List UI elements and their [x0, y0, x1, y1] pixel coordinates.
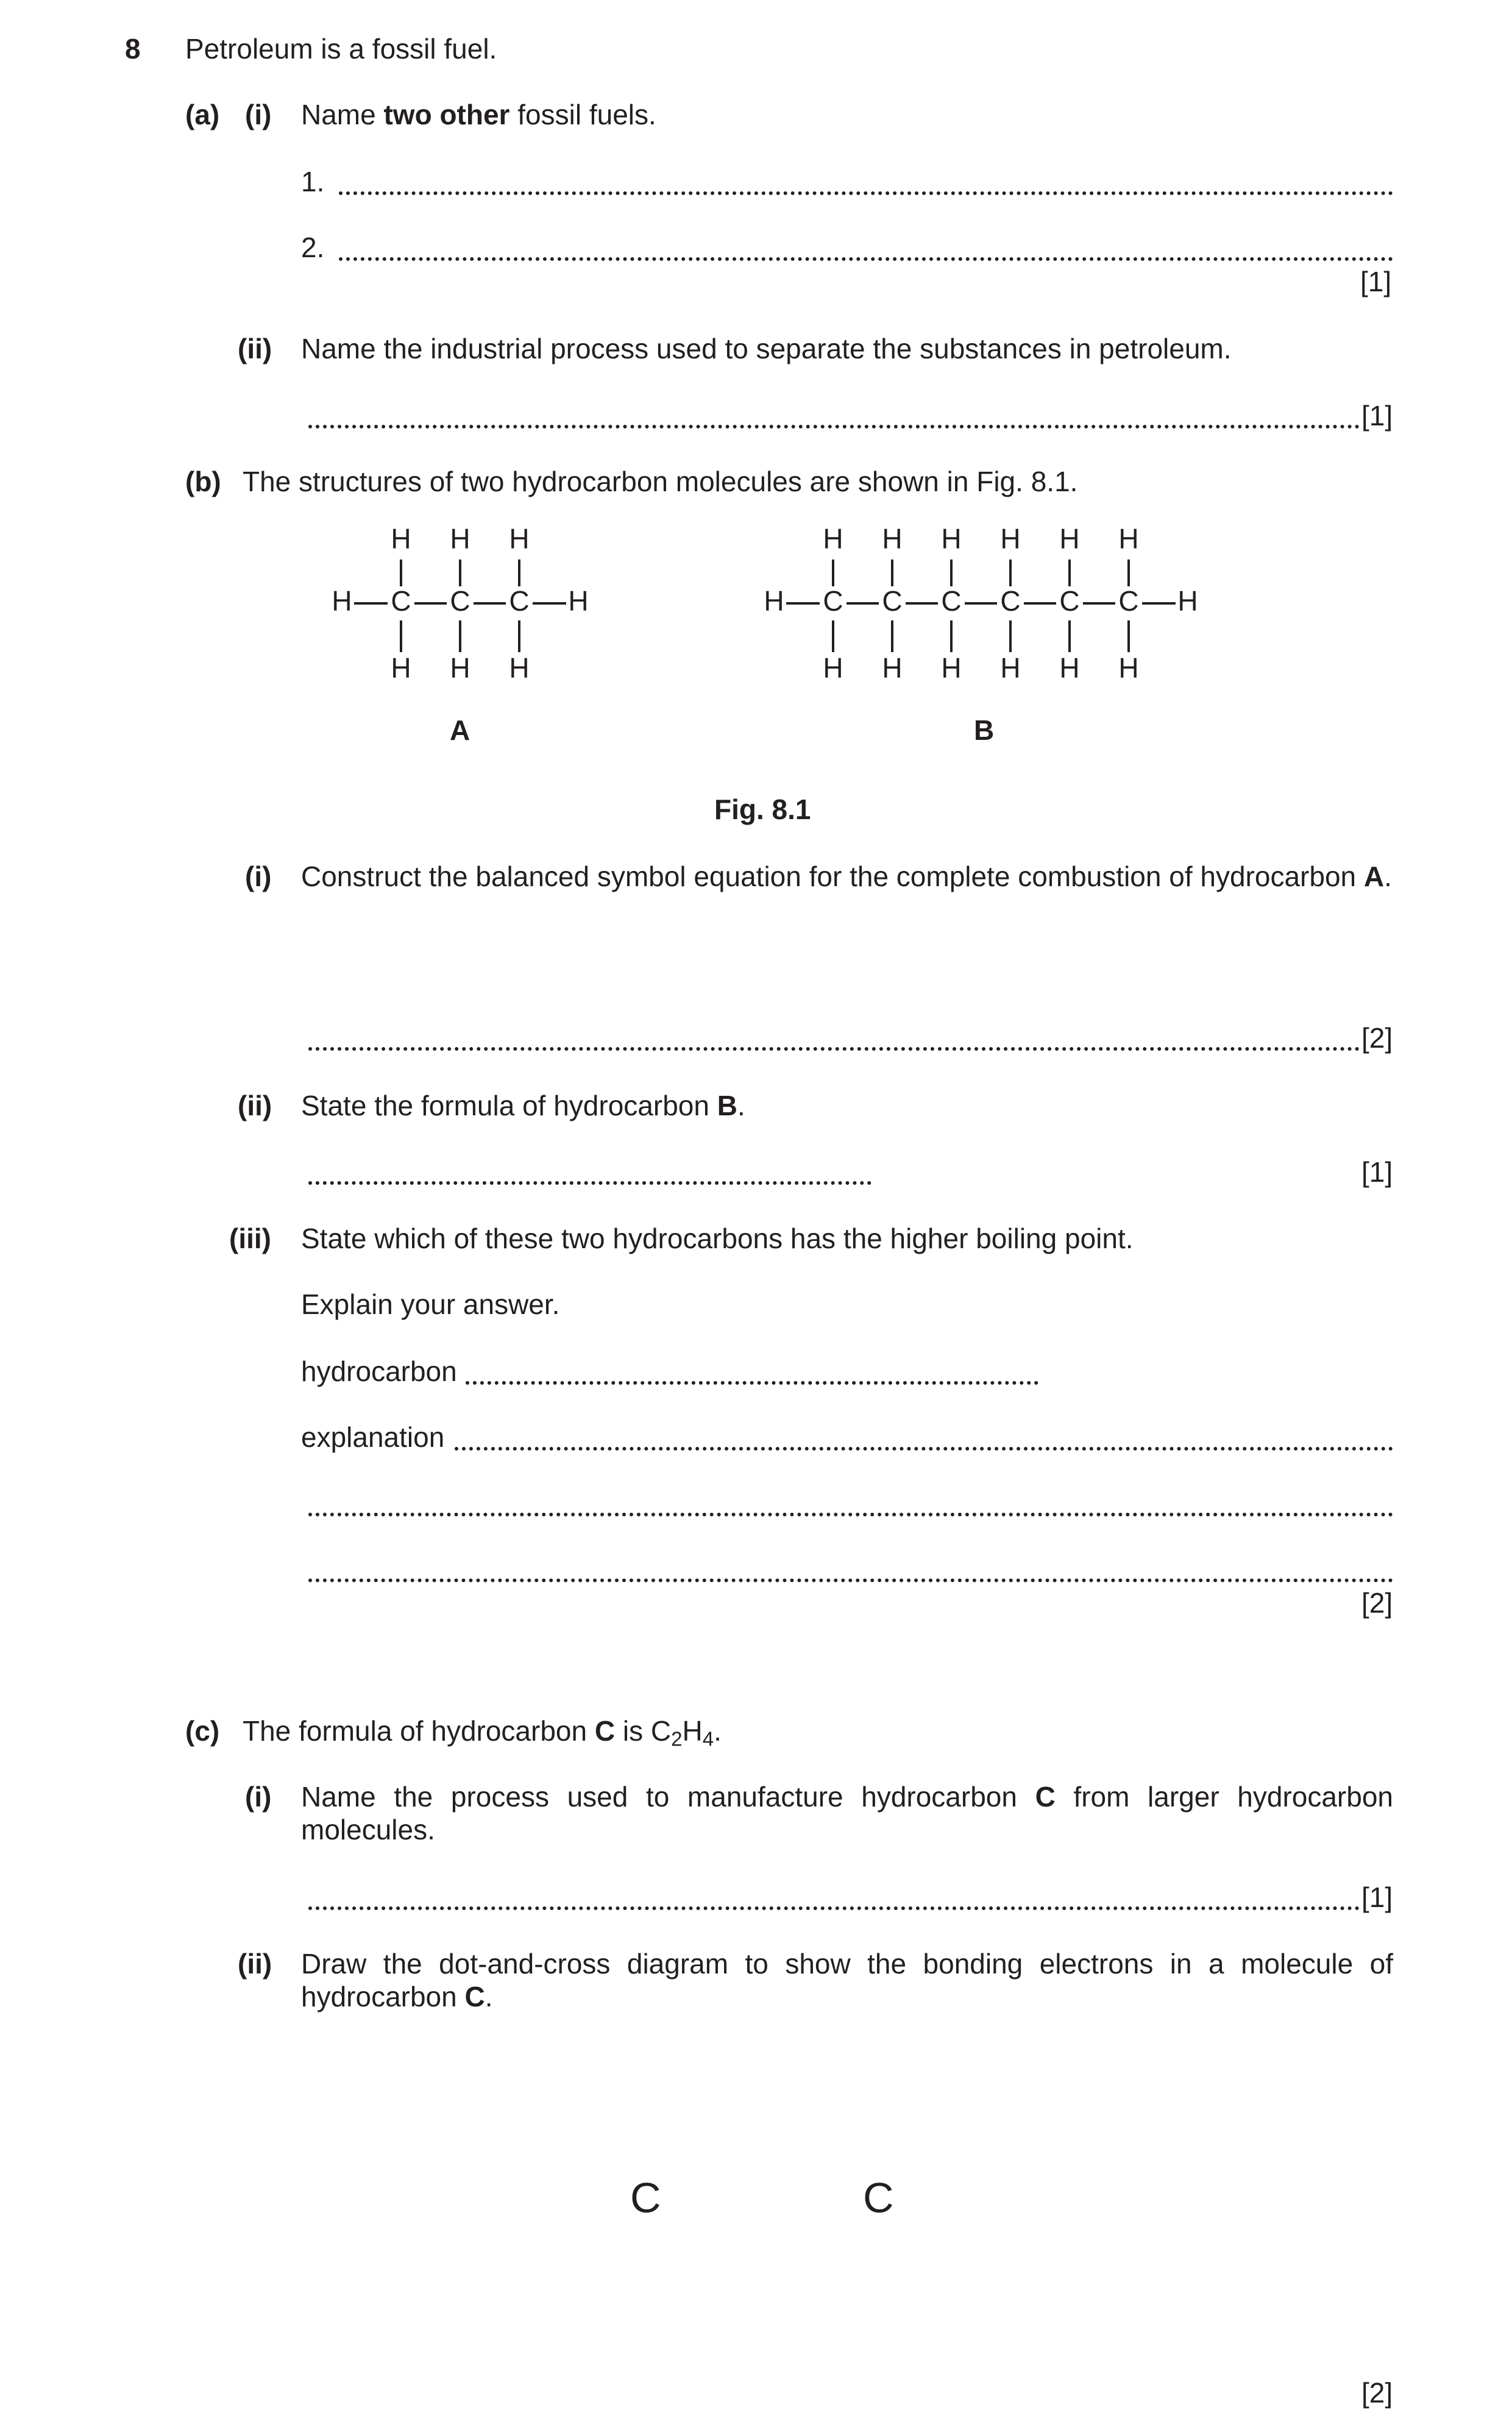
part-b-ii-question: State the formula of hydrocarbon B.	[301, 1090, 745, 1121]
hydrogen-atom: H	[941, 652, 962, 684]
part-a-i-question: Name two other fossil fuels.	[301, 99, 656, 130]
carbon-atom: C	[823, 585, 843, 617]
molecule-b-structure	[764, 523, 1198, 684]
hydrogen-atom: H	[882, 523, 903, 555]
hydrogen-atom: H	[823, 523, 843, 555]
figure-8-1	[0, 0, 1512, 853]
explanation-line-2[interactable]	[308, 1513, 1393, 1516]
question-intro: Petroleum is a fossil fuel.	[185, 33, 497, 65]
hydrogen-atom: H	[941, 523, 962, 555]
part-b-iii-question: State which of these two hydrocarbons has the higher boiling point.	[301, 1223, 1134, 1254]
part-b-intro: The structures of two hydrocarbon molecules are shown in Fig. 8.1.	[243, 466, 1078, 497]
part-a-i-label: (i)	[245, 99, 272, 130]
carbon-atom: C	[509, 585, 530, 617]
molecule-b-label: B	[974, 714, 995, 746]
explanation-line-1[interactable]	[455, 1447, 1393, 1451]
carbon-atom: C	[1059, 585, 1080, 617]
carbon-atom-right: C	[863, 2174, 894, 2222]
hydrogen-atom: H	[509, 652, 530, 684]
part-c-ii-question-line1: Draw the dot-and-cross diagram to show the bonding electrons in a molecule of	[301, 1948, 1393, 1980]
marks-c-ii: [2]	[1361, 2377, 1393, 2409]
carbon-atom: C	[882, 585, 903, 617]
hydrogen-atom: H	[1059, 652, 1080, 684]
marks-b-ii: [1]	[1361, 1156, 1393, 1188]
part-c-i-question-line2: molecules.	[301, 1814, 435, 1845]
hydrogen-atom: H	[882, 652, 903, 684]
hydrogen-atom: H	[1118, 523, 1139, 555]
answer-line-2-label: 2.	[301, 232, 325, 263]
part-b-iii-label: (iii)	[229, 1223, 271, 1254]
hydrocarbon-label: hydrocarbon	[301, 1355, 457, 1387]
marks-a-i: [1]	[1360, 266, 1392, 297]
hydrogen-atom: H	[1000, 652, 1021, 684]
carbon-atom: C	[391, 585, 411, 617]
part-b-ii-label: (ii)	[238, 1090, 272, 1121]
carbon-atom: C	[450, 585, 470, 617]
molecule-a-label: A	[450, 714, 470, 746]
carbon-atom: C	[1000, 585, 1021, 617]
part-a-ii-label: (ii)	[238, 333, 272, 364]
part-c-i-question-line1: Name the process used to manufacture hydrocarbon C from larger hydrocarbon	[301, 1781, 1393, 1813]
hydrogen-atom: H	[332, 585, 352, 617]
part-b-iii-explain-prompt: Explain your answer.	[301, 1288, 560, 1320]
hydrogen-atom: H	[391, 652, 411, 684]
explanation-label: explanation	[301, 1421, 445, 1453]
part-a-ii-question: Name the industrial process used to separate the substances in petroleum.	[301, 333, 1232, 364]
hydrogen-atom: H	[568, 585, 589, 617]
part-b-i-label: (i)	[245, 861, 272, 892]
answer-line-c-i[interactable]	[308, 1906, 1360, 1910]
part-c-intro: The formula of hydrocarbon C is $C_2H_4$.	[243, 1715, 722, 1751]
part-c-ii-question-line2: hydrocarbon C.	[301, 1981, 493, 2012]
hydrocarbon-answer-line[interactable]	[466, 1381, 1038, 1385]
hydrogen-atom: H	[450, 523, 470, 555]
answer-line-b-i[interactable]	[308, 1047, 1360, 1051]
carbon-atom: C	[941, 585, 962, 617]
part-a-label: (a)	[185, 99, 220, 130]
answer-line-b-ii[interactable]	[308, 1181, 871, 1185]
hydrogen-atom: H	[509, 523, 530, 555]
marks-b-i: [2]	[1361, 1022, 1393, 1054]
part-b-label: (b)	[185, 466, 221, 497]
question-number: 8	[125, 33, 141, 65]
marks-a-ii: [1]	[1361, 400, 1393, 432]
carbon-atom: C	[1118, 585, 1139, 617]
carbon-atom-left: C	[630, 2174, 661, 2222]
hydrogen-atom: H	[450, 652, 470, 684]
part-c-ii-label: (ii)	[238, 1948, 272, 1980]
explanation-line-3[interactable]	[308, 1579, 1393, 1582]
figure-caption: Fig. 8.1	[714, 794, 811, 825]
hydrogen-atom: H	[1059, 523, 1080, 555]
part-c-i-label: (i)	[245, 1781, 272, 1813]
hydrogen-atom: H	[823, 652, 843, 684]
hydrogen-atom: H	[1118, 652, 1139, 684]
hydrogen-atom: H	[1177, 585, 1198, 617]
marks-b-iii: [2]	[1361, 1587, 1393, 1619]
marks-c-i: [1]	[1361, 1881, 1393, 1913]
molecule-a-structure	[332, 523, 588, 684]
answer-line-1-label: 1.	[301, 166, 325, 197]
hydrogen-atom: H	[391, 523, 411, 555]
part-b-i-question: Construct the balanced symbol equation for the complete combustion of hydrocarbon A.	[301, 861, 1392, 892]
part-c-label: (c)	[185, 1715, 220, 1747]
hydrogen-atom: H	[1000, 523, 1021, 555]
hydrogen-atom: H	[764, 585, 784, 617]
